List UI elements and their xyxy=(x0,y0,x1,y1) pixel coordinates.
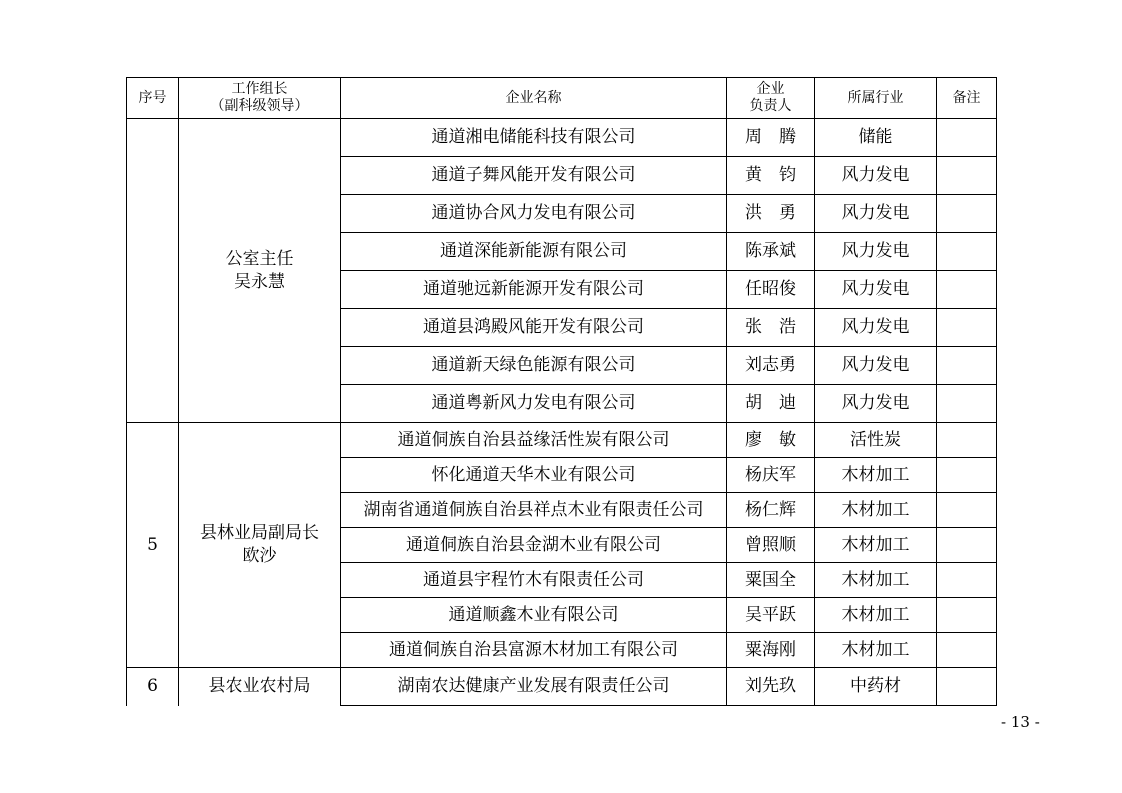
enterprise-table-sheet xyxy=(126,77,997,706)
person-cell: 刘志勇 xyxy=(727,347,815,385)
group-energy xyxy=(127,119,997,423)
person-cell: 杨庆军 xyxy=(727,458,815,493)
header-person-line2: 负责人 xyxy=(749,98,792,114)
header-leader xyxy=(179,78,341,119)
person-cell: 洪 勇 xyxy=(727,195,815,233)
note-cell xyxy=(937,633,997,668)
note-cell xyxy=(937,493,997,528)
note-cell xyxy=(937,157,997,195)
note-cell xyxy=(937,119,997,157)
industry-cell: 木材加工 xyxy=(815,493,937,528)
person-cell: 陈承斌 xyxy=(727,233,815,271)
company-cell: 通道协合风力发电有限公司 xyxy=(341,195,727,233)
group-agriculture xyxy=(127,668,997,706)
header-company: 企业名称 xyxy=(341,78,727,119)
industry-cell: 风力发电 xyxy=(815,309,937,347)
group-leader xyxy=(179,119,341,423)
group-leader xyxy=(179,423,341,668)
table-row xyxy=(127,423,997,458)
header-person xyxy=(727,78,815,119)
company-cell: 通道粤新风力发电有限公司 xyxy=(341,385,727,423)
header-no: 序号 xyxy=(127,78,179,119)
header-leader-line1: 工作组长 xyxy=(231,81,288,97)
note-cell xyxy=(937,563,997,598)
group-no xyxy=(127,119,179,423)
industry-cell: 中药材 xyxy=(815,668,937,706)
note-cell xyxy=(937,309,997,347)
note-cell xyxy=(937,668,997,706)
note-cell xyxy=(937,233,997,271)
company-cell: 湖南农达健康产业发展有限责任公司 xyxy=(341,668,727,706)
page-number: - 13 - xyxy=(1001,713,1040,731)
industry-cell: 木材加工 xyxy=(815,633,937,668)
person-cell: 廖 敏 xyxy=(727,423,815,458)
note-cell xyxy=(937,528,997,563)
industry-cell: 木材加工 xyxy=(815,458,937,493)
person-cell: 杨仁辉 xyxy=(727,493,815,528)
person-cell: 任昭俊 xyxy=(727,271,815,309)
company-cell: 通道子舞风能开发有限公司 xyxy=(341,157,727,195)
table-row xyxy=(127,668,997,706)
industry-cell: 活性炭 xyxy=(815,423,937,458)
industry-cell: 风力发电 xyxy=(815,157,937,195)
company-cell: 通道侗族自治县益缘活性炭有限公司 xyxy=(341,423,727,458)
note-cell xyxy=(937,347,997,385)
group-forestry xyxy=(127,423,997,668)
header-note: 备注 xyxy=(937,78,997,119)
person-cell: 胡 迪 xyxy=(727,385,815,423)
header-industry: 所属行业 xyxy=(815,78,937,119)
industry-cell: 木材加工 xyxy=(815,563,937,598)
company-cell: 通道县鸿殿风能开发有限公司 xyxy=(341,309,727,347)
company-cell: 通道湘电储能科技有限公司 xyxy=(341,119,727,157)
company-cell: 怀化通道天华木业有限公司 xyxy=(341,458,727,493)
header-leader-line2: （副科级领导） xyxy=(210,98,309,114)
person-cell: 张 浩 xyxy=(727,309,815,347)
group-leader-line2: 吴永慧 xyxy=(234,271,285,292)
person-cell: 粟国全 xyxy=(727,563,815,598)
industry-cell: 木材加工 xyxy=(815,528,937,563)
industry-cell: 风力发电 xyxy=(815,233,937,271)
company-cell: 通道侗族自治县金湖木业有限公司 xyxy=(341,528,727,563)
enterprise-table xyxy=(126,77,997,706)
company-cell: 通道驰远新能源开发有限公司 xyxy=(341,271,727,309)
table-header-row xyxy=(127,78,997,119)
industry-cell: 木材加工 xyxy=(815,598,937,633)
person-cell: 吴平跃 xyxy=(727,598,815,633)
company-cell: 通道深能新能源有限公司 xyxy=(341,233,727,271)
note-cell xyxy=(937,423,997,458)
header-person-line1: 企业 xyxy=(756,81,785,97)
company-cell: 通道县宇程竹木有限责任公司 xyxy=(341,563,727,598)
person-cell: 黄 钧 xyxy=(727,157,815,195)
company-cell: 湖南省通道侗族自治县祥点木业有限责任公司 xyxy=(341,493,727,528)
group-no: 5 xyxy=(127,423,179,668)
group-leader xyxy=(179,668,341,706)
company-cell: 通道顺鑫木业有限公司 xyxy=(341,598,727,633)
note-cell xyxy=(937,458,997,493)
industry-cell: 风力发电 xyxy=(815,385,937,423)
group-leader-line1: 县林业局副局长 xyxy=(200,523,319,543)
person-cell: 曾照顺 xyxy=(727,528,815,563)
company-cell: 通道侗族自治县富源木材加工有限公司 xyxy=(341,633,727,668)
group-no: 6 xyxy=(127,668,179,706)
group-leader-line1: 县农业农村局 xyxy=(208,676,311,697)
industry-cell: 风力发电 xyxy=(815,347,937,385)
person-cell: 刘先玖 xyxy=(727,668,815,706)
group-leader-line1: 公室主任 xyxy=(225,248,294,269)
industry-cell: 风力发电 xyxy=(815,195,937,233)
industry-cell: 储能 xyxy=(815,119,937,157)
note-cell xyxy=(937,271,997,309)
company-cell: 通道新天绿色能源有限公司 xyxy=(341,347,727,385)
person-cell: 周 腾 xyxy=(727,119,815,157)
table-row xyxy=(127,119,997,157)
note-cell xyxy=(937,385,997,423)
industry-cell: 风力发电 xyxy=(815,271,937,309)
person-cell: 粟海刚 xyxy=(727,633,815,668)
note-cell xyxy=(937,195,997,233)
note-cell xyxy=(937,598,997,633)
group-leader-line2: 欧沙 xyxy=(242,546,277,566)
